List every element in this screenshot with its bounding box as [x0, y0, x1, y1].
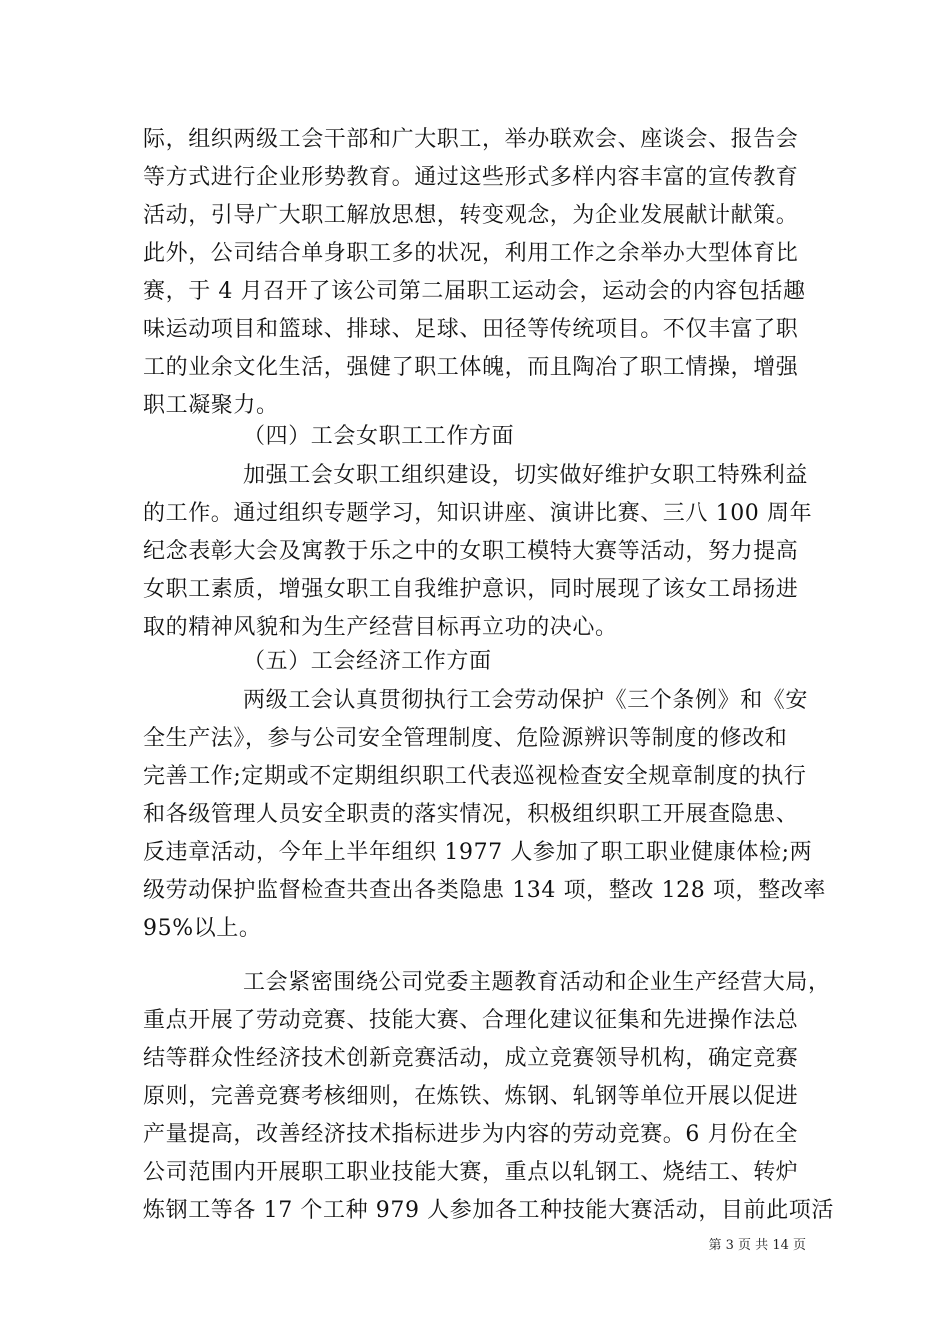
section-heading-5: （五）工会经济工作方面	[243, 649, 492, 674]
body-text-line: 职工凝聚力。	[143, 393, 279, 418]
body-text-line: 完善工作;定期或不定期组织职工代表巡视检查安全规章制度的执行	[143, 764, 807, 789]
paragraph-start: 工会紧密围绕公司党委主题教育活动和企业生产经营大局，	[243, 970, 831, 995]
paragraph-start: 加强工会女职工组织建设，切实做好维护女职工特殊利益	[243, 463, 809, 488]
body-text-line: 公司范围内开展职工职业技能大赛，重点以轧钢工、烧结工、转炉	[143, 1160, 799, 1185]
body-text-line: 女职工素质，增强女职工自我维护意识，同时展现了该女工昂扬进	[143, 577, 799, 602]
body-text-line: 原则，完善竞赛考核细则，在炼铁、炼钢、轧钢等单位开展以促进	[143, 1084, 799, 1109]
body-text-line: 级劳动保护监督检查共查出各类隐患 134 项，整改 128 项，整改率	[143, 878, 826, 903]
body-text-line: 95%以上。	[143, 916, 262, 941]
paragraph-start: 两级工会认真贯彻执行工会劳动保护《三个条例》和《安	[243, 688, 809, 713]
body-text-line: 的工作。通过组织专题学习，知识讲座、演讲比赛、三八 100 周年	[143, 501, 813, 526]
body-text-line: 纪念表彰大会及寓教于乐之中的女职工模特大赛等活动，努力提高	[143, 539, 799, 564]
section-heading-4: （四）工会女职工工作方面	[243, 424, 515, 449]
body-text-line: 取的精神风貌和为生产经营目标再立功的决心。	[143, 615, 618, 640]
body-text-line: 赛，于 4 月召开了该公司第二届职工运动会，运动会的内容包括趣	[143, 279, 806, 304]
body-text-line: 产量提高，改善经济技术指标进步为内容的劳动竞赛。6 月份在全	[143, 1122, 798, 1147]
body-text-line: 活动，引导广大职工解放思想，转变观念，为企业发展献计献策。	[143, 203, 799, 228]
page-number: 第 3 页 共 14 页	[708, 1238, 806, 1253]
body-text-line: 结等群众性经济技术创新竞赛活动，成立竞赛领导机构，确定竞赛	[143, 1046, 799, 1071]
body-text-line: 此外，公司结合单身职工多的状况，利用工作之余举办大型体育比	[143, 241, 799, 266]
body-text-line: 全生产法》，参与公司安全管理制度、危险源辨识等制度的修改和	[143, 726, 788, 751]
body-text-line: 和各级管理人员安全职责的落实情况，积极组织职工开展查隐患、	[143, 802, 799, 827]
body-text-line: 炼钢工等各 17 个工种 979 人参加各工种技能大赛活动，目前此项活	[143, 1198, 834, 1223]
body-text-line: 工的业余文化生活，强健了职工体魄，而且陶冶了职工情操，增强	[143, 355, 799, 380]
body-text-line: 重点开展了劳动竞赛、技能大赛、合理化建议征集和先进操作法总	[143, 1008, 799, 1033]
body-text-line: 味运动项目和篮球、排球、足球、田径等传统项目。不仅丰富了职	[143, 317, 799, 342]
body-text-line: 际，组织两级工会干部和广大职工，举办联欢会、座谈会、报告会	[143, 127, 799, 152]
body-text-line: 等方式进行企业形势教育。通过这些形式多样内容丰富的宣传教育	[143, 165, 799, 190]
body-text-line: 反违章活动，今年上半年组织 1977 人参加了职工职业健康体检;两	[143, 840, 813, 865]
